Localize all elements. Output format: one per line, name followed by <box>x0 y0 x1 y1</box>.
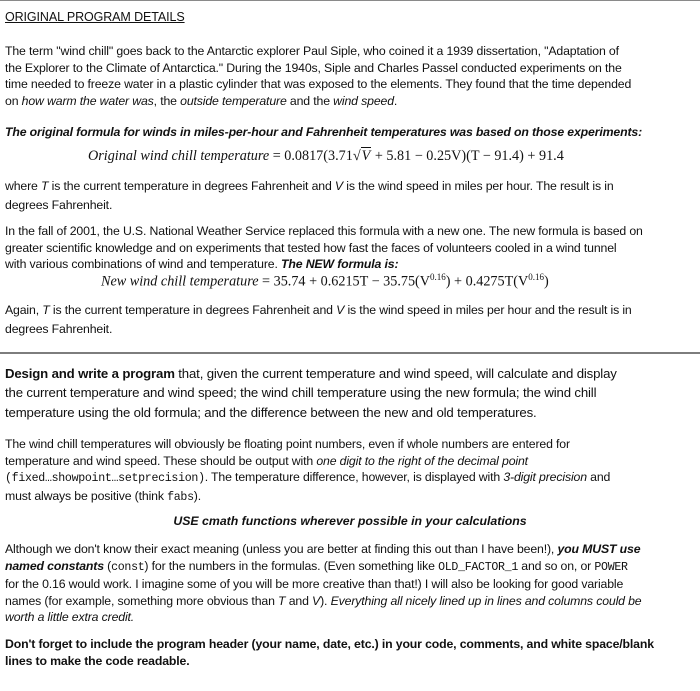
where-paragraph: where T is the current temperature in degrees Fahrenheit and V is the wind speed in miles per hour. The result is in degrees Fahrenheit. <box>5 179 614 212</box>
section-heading: ORIGINAL PROGRAM DETAILS <box>5 10 185 24</box>
original-formula-heading: The original formula for winds in miles-per-hour and Fahrenheit temperatures was based on those experiments: <box>5 125 643 139</box>
fall-2001-paragraph: In the fall of 2001, the U.S. National Weather Service replaced this formula with a new one. The new formula is based on greater scientific knowledge and on experiments that tested how fast the faces of volunteers cooled in a wind tunnel with various combinations of wind and temperature. The NEW formula is: <box>5 224 643 272</box>
intro-line: time needed to freeze water in a plastic cylinder that was exposed to the elements. They found that the time depended <box>5 77 632 92</box>
original-formula: Original wind chill temperature = 0.0817(3.71√V + 5.81 − 0.25V)(T − 91.4) + 91.4 <box>88 148 564 164</box>
intro-paragraph <box>5 43 697 109</box>
named-constants-paragraph: Although we don't know their exact meaning (unless you are better at finding this out than I have been!), you MUST use named constants (const) for the numbers in the formulas. (Even something like OLD_FACTOR_1 and so on, or POWER for the 0.16 would work. I imagine some of you will be more creative than that!) I will also be looking for good variable names (for example, something more obvious than T and V). Everything all nicely lined up in lines and columns could be worth a little extra credit. <box>5 542 642 625</box>
intro-line: on how warm the water was, the outside temperature and the wind speed. <box>5 93 398 108</box>
intro-line: the Explorer to the Climate of Antarctica." During the 1940s, Siple and Charles Passel conducted experiments on the <box>5 60 622 75</box>
section-divider <box>0 352 700 354</box>
floating-point-paragraph: The wind chill temperatures will obviously be floating point numbers, even if whole numbers are entered for temperature and wind speed. These should be output with one digit to the right of the decimal point (fixed…showpoint…setprecision). The temperature difference, however, is displayed with 3-digit precision and must always be positive (think fabs). <box>5 437 611 504</box>
new-formula: New wind chill temperature = $35.74 + 0.6215T - 35.75(V^{0.16}) + 0.4275T(V^{0.16})$ <box>101 272 549 290</box>
again-paragraph: Again, T is the current temperature in degrees Fahrenheit and V is the wind speed in miles per hour and the result is in degrees Fahrenheit. <box>5 303 632 336</box>
dont-forget-paragraph: Don't forget to include the program header (your name, date, etc.) in your code, comments, and white space/blank lines to make the code readable. <box>5 637 654 668</box>
use-cmath-note: USE cmath functions wherever possible in your calculations <box>173 514 527 528</box>
intro-line: The term "wind chill" goes back to the Antarctic explorer Paul Siple, who coined it a 1939 dissertation, "Adaptation of <box>5 44 619 58</box>
top-rule <box>0 0 700 1</box>
design-paragraph: Design and write a program that, given the current temperature and wind speed, will calculate and display the current temperature and wind speed; the wind chill temperature using the new formula; the wind chill temperature using the old formula; and the difference between the new and old temperatures. <box>5 366 617 420</box>
